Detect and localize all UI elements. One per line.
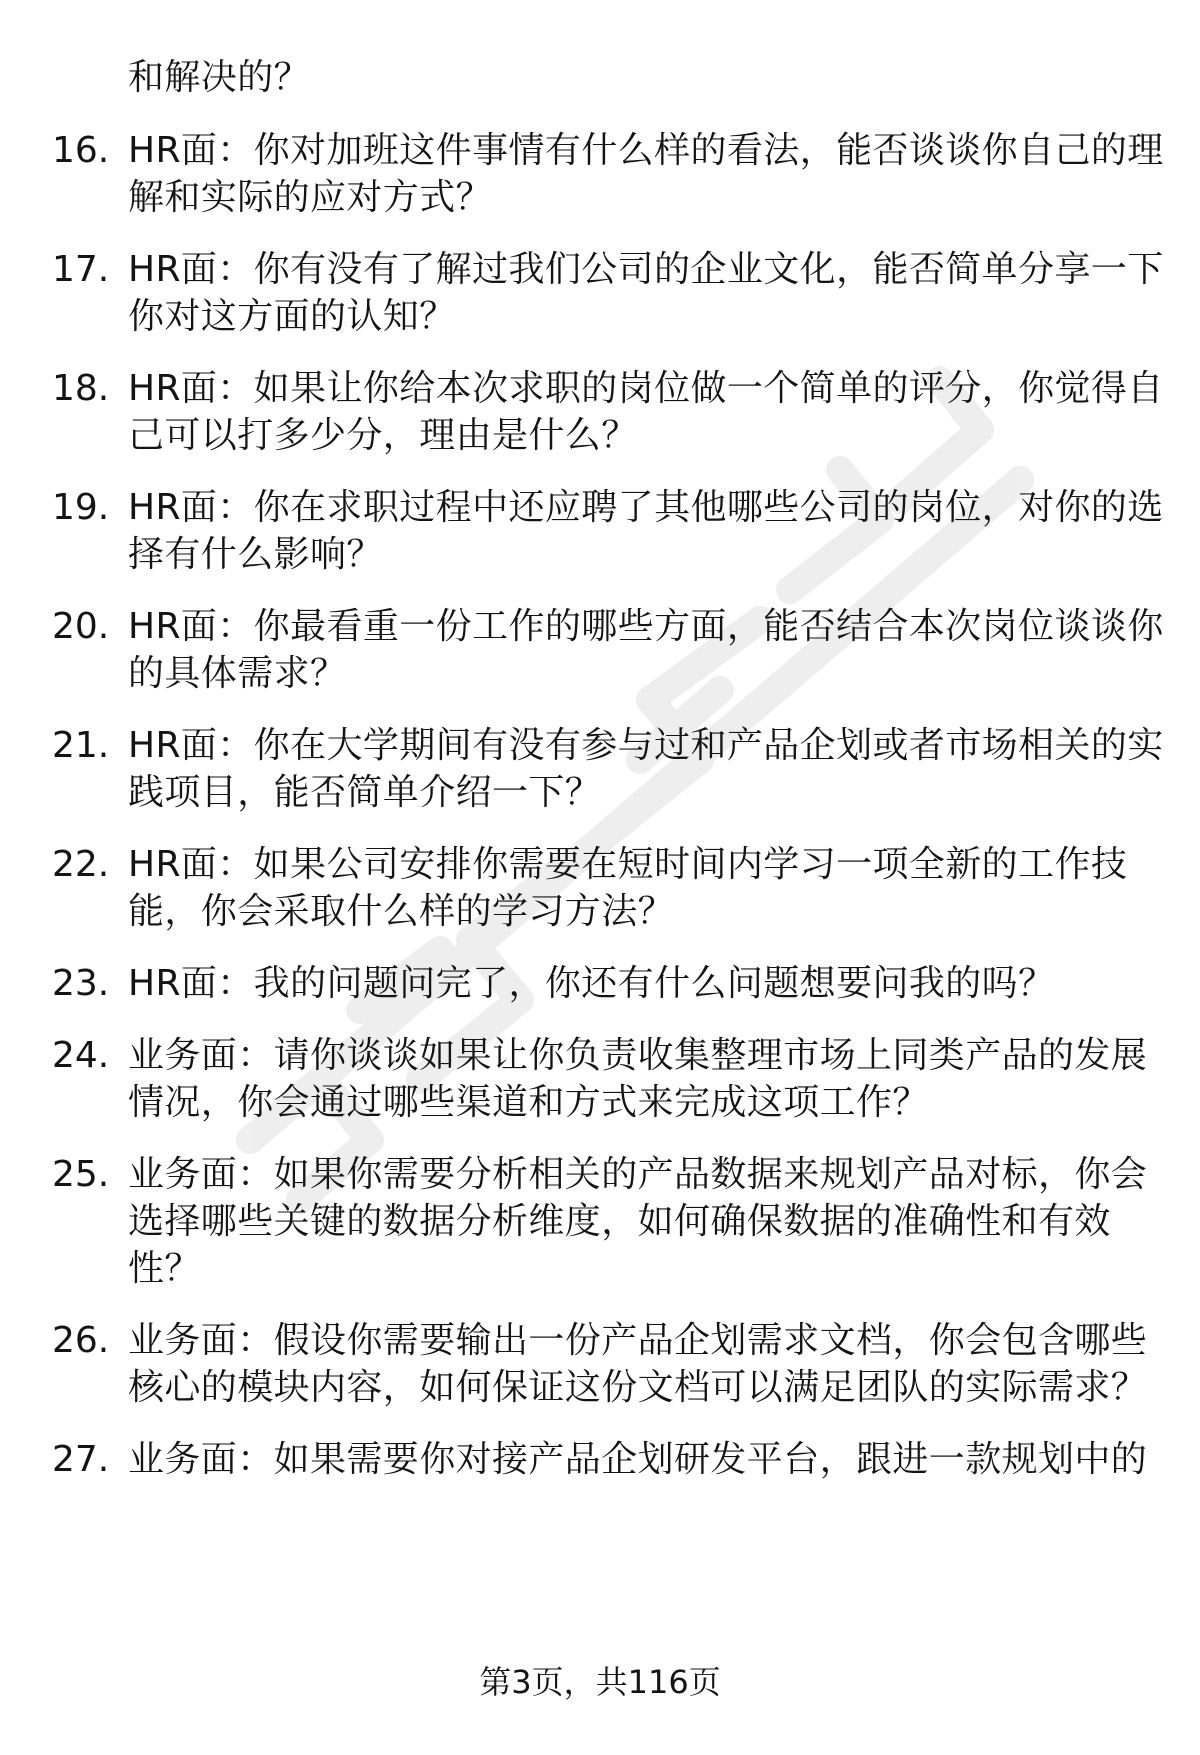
- list-item: [0, 125, 1200, 177]
- list-item: [0, 839, 1200, 891]
- item-text-line: 解和实际的应对方式？: [128, 177, 493, 218]
- list-item: [0, 958, 1200, 1010]
- list-item-continuation: [0, 1196, 1200, 1248]
- list-item: [0, 1434, 1200, 1486]
- list-item-continuation: [0, 886, 1200, 938]
- list-item: [0, 1315, 1200, 1367]
- list-item: [0, 1149, 1200, 1201]
- item-number: 24.: [52, 1035, 110, 1076]
- list-item-continuation: [0, 648, 1200, 700]
- item-number: 20.: [52, 606, 110, 647]
- list-item: [0, 363, 1200, 415]
- item-text-line: HR面：我的问题问完了，你还有什么问题想要问我的吗？: [128, 963, 1055, 1004]
- item-number: 27.: [52, 1439, 110, 1480]
- list-item: [0, 601, 1200, 653]
- item-number: 19.: [52, 487, 110, 528]
- item-text-line: HR面：你在求职过程中还应聘了其他哪些公司的岗位，对你的选: [128, 487, 1164, 528]
- list-item: [0, 52, 1200, 104]
- item-number: 16.: [52, 130, 110, 171]
- item-text-line: 能，你会采取什么样的学习方法？: [128, 891, 675, 932]
- item-text-line: HR面：你在大学期间有没有参与过和产品企划或者市场相关的实: [128, 725, 1164, 766]
- item-text-line: 己可以打多少分，理由是什么？: [128, 415, 638, 456]
- item-number: 23.: [52, 963, 110, 1004]
- item-text-line: 核心的模块内容，如何保证这份文档可以满足团队的实际需求？: [128, 1367, 1148, 1408]
- item-text-line: 你对这方面的认知？: [128, 296, 456, 337]
- item-text-line: HR面：你对加班这件事情有什么样的看法，能否谈谈你自己的理: [128, 130, 1164, 171]
- page-footer: 第3页，共116页: [479, 1663, 721, 1701]
- item-number: 21.: [52, 725, 110, 766]
- list-item-continuation: [0, 767, 1200, 819]
- item-text-line: 业务面：请你谈谈如果让你负责收集整理市场上同类产品的发展: [128, 1035, 1148, 1076]
- item-text-line: 选择哪些关键的数据分析维度，如何确保数据的准确性和有效: [128, 1201, 1111, 1242]
- item-number: 22.: [52, 844, 110, 885]
- item-text-line: 业务面：假设你需要输出一份产品企划需求文档，你会包含哪些: [128, 1320, 1148, 1361]
- item-number: 25.: [52, 1154, 110, 1195]
- item-text-line: HR面：如果公司安排你需要在短时间内学习一项全新的工作技: [128, 844, 1128, 885]
- list-item-continuation: [0, 1077, 1200, 1129]
- list-item-continuation: [0, 172, 1200, 224]
- item-number: 17.: [52, 249, 110, 290]
- item-text-line: 业务面：如果需要你对接产品企划研发平台，跟进一款规划中的: [128, 1439, 1148, 1480]
- item-text-line: 的具体需求？: [128, 653, 347, 694]
- list-item-continuation: [0, 1243, 1200, 1295]
- item-text-line: HR面：你最看重一份工作的哪些方面，能否结合本次岗位谈谈你: [128, 606, 1164, 647]
- item-text-line: 情况，你会通过哪些渠道和方式来完成这项工作？: [128, 1082, 929, 1123]
- item-text-line: HR面：如果让你给本次求职的岗位做一个简单的评分，你觉得自: [128, 368, 1164, 409]
- item-text-line: 性？: [128, 1248, 201, 1289]
- item-text-line: HR面：你有没有了解过我们公司的企业文化，能否简单分享一下: [128, 249, 1164, 290]
- list-item-continuation: [0, 529, 1200, 581]
- list-item-continuation: [0, 291, 1200, 343]
- list-item: [0, 244, 1200, 296]
- list-item: [0, 720, 1200, 772]
- item-text-line: 践项目，能否简单介绍一下？: [128, 772, 602, 813]
- item-text-line: 择有什么影响？: [128, 534, 383, 575]
- item-number: 26.: [52, 1320, 110, 1361]
- list-item-continuation: [0, 1362, 1200, 1414]
- list-item: [0, 482, 1200, 534]
- item-text-line: 业务面：如果你需要分析相关的产品数据来规划产品对标，你会: [128, 1154, 1148, 1195]
- item-text-line: 和解决的？: [128, 57, 311, 98]
- list-item: [0, 1030, 1200, 1082]
- item-number: 18.: [52, 368, 110, 409]
- list-item-continuation: [0, 410, 1200, 462]
